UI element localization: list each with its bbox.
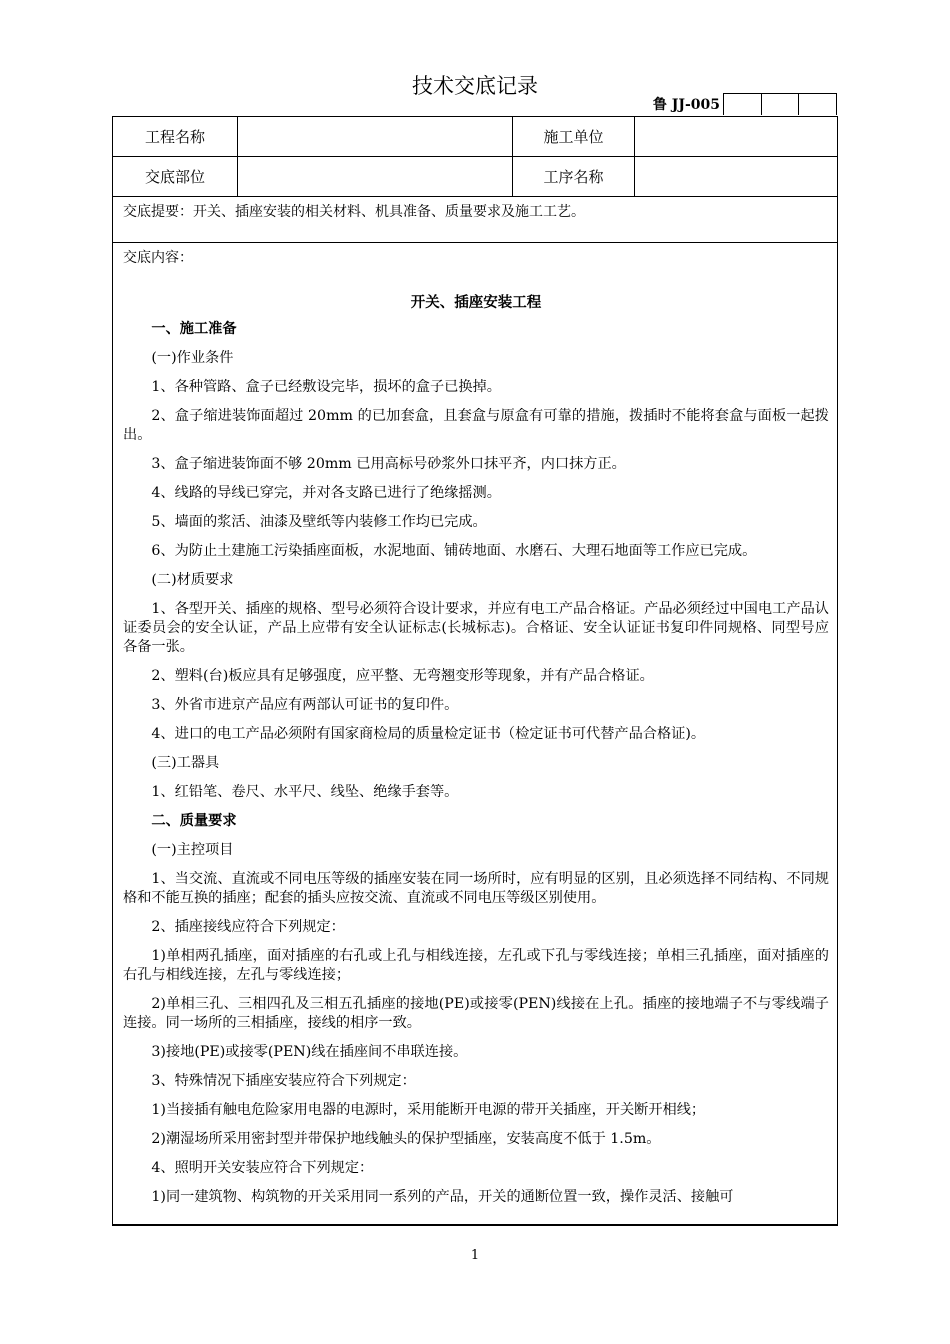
code-box <box>724 94 762 115</box>
process-name-label: 工序名称 <box>513 157 635 196</box>
row-summary <box>113 197 837 243</box>
process-name-value[interactable] <box>635 157 837 196</box>
paragraph: 3、外省市进京产品应有两部认可证书的复印件。 <box>151 697 459 713</box>
paragraph: 4、进口的电工产品必须附有国家商检局的质量检定证书（检定证书可代替产品合格证)。 <box>151 726 706 742</box>
paragraph: (二)材质要求 <box>151 572 234 588</box>
paragraph: (三)工器具 <box>151 755 220 771</box>
paragraph: (一)主控项目 <box>151 842 234 858</box>
paragraph: 1、各种管路、盒子已经敷设完毕，损坏的盒子已换掉。 <box>151 379 501 395</box>
paragraph: 4、线路的导线已穿完，并对各支路已进行了绝缘摇测。 <box>151 485 501 501</box>
paragraph: 1、各型开关、插座的规格、型号必须符合设计要求，并应有电工产品合格证。产品必须经过中国电工产品认证委员会的安全认证，产品上应带有安全认证标志(长城标志)。合格证、安全认证证书复印件同规格、同型号应各备一张。 <box>123 601 829 655</box>
paragraph: 1)单相两孔插座，面对插座的右孔或上孔与相线连接，左孔或下孔与零线连接；单相三孔插座，面对插座的右孔与相线连接，左孔与零线连接； <box>123 948 829 983</box>
handover-part-value[interactable] <box>238 157 513 196</box>
document-title: 技术交底记录 <box>412 74 538 98</box>
paragraph: 1、红铅笔、卷尺、水平尺、线坠、绝缘手套等。 <box>151 784 459 800</box>
construction-unit-value[interactable] <box>635 117 837 156</box>
code-box <box>762 94 800 115</box>
paragraph: 2、塑料(台)板应具有足够强度，应平整、无弯翘变形等现象，并有产品合格证。 <box>151 668 654 684</box>
summary-text: 交底提要：开关、插座安装的相关材料、机具准备、质量要求及施工工艺。 <box>123 204 585 220</box>
paragraph: 5、墙面的浆活、油漆及壁纸等内装修工作均已完成。 <box>151 514 487 530</box>
handover-part-label: 交底部位 <box>113 157 238 196</box>
code-box <box>799 94 836 115</box>
paragraph: 6、为防止土建施工污染插座面板，水泥地面、铺砖地面、水磨石、大理石地面等工作应已完成。 <box>151 543 757 559</box>
paragraph: 3)接地(PE)或接零(PEN)线在插座间不串联连接。 <box>151 1044 468 1060</box>
project-name-label: 工程名称 <box>113 117 238 156</box>
paragraph: 3、特殊情况下插座安装应符合下列规定： <box>151 1073 416 1089</box>
project-name-value[interactable] <box>238 117 513 156</box>
paragraph: (一)作业条件 <box>151 350 234 366</box>
form-code: 鲁 JJ-005 <box>652 97 720 113</box>
page-number: 1 <box>470 1248 480 1263</box>
paragraph: 1、当交流、直流或不同电压等级的插座安装在同一场所时，应有明显的区别，且必须选择不同结构、不同规格和不能互换的插座；配套的插头应按交流、直流或不同电压等级区别使用。 <box>123 871 829 906</box>
paragraph: 1)当接插有触电危险家用电器的电源时，采用能断开电源的带开关插座，开关断开相线； <box>151 1102 706 1118</box>
section-heading: 二、质量要求 <box>151 813 237 829</box>
construction-unit-label: 施工单位 <box>513 117 635 156</box>
section-heading: 一、施工准备 <box>151 321 237 337</box>
row-handover <box>113 157 837 197</box>
content-label: 交底内容： <box>123 250 193 266</box>
row-project <box>113 117 837 157</box>
content-title: 开关、插座安装工程 <box>410 294 542 311</box>
paragraph: 2、插座接线应符合下列规定： <box>151 919 345 935</box>
paragraph: 1)同一建筑物、构筑物的开关采用同一系列的产品，开关的通断位置一致，操作灵活、接触可 <box>151 1189 734 1205</box>
handover-content <box>123 245 829 1217</box>
paragraph: 2、盒子缩进装饰面超过 20mm 的已加套盒，且套盒与原盒有可靠的措施，拨插时不能将套盒与面板一起拨出。 <box>123 408 829 443</box>
paragraph: 2)单相三孔、三相四孔及三相五孔插座的接地(PE)或接零(PEN)线接在上孔。插座的接地端子不与零线端子连接。同一场所的三相插座，接线的相序一致。 <box>123 996 829 1031</box>
paragraph: 4、照明开关安装应符合下列规定： <box>151 1160 374 1176</box>
code-boxes <box>723 93 837 115</box>
record-table <box>112 116 838 1226</box>
paragraph: 2)潮湿场所采用密封型并带保护地线触头的保护型插座，安装高度不低于 1.5m。 <box>151 1131 661 1147</box>
paragraph: 3、盒子缩进装饰面不够 20mm 已用高标号砂浆外口抹平齐，内口抹方正。 <box>151 456 626 472</box>
